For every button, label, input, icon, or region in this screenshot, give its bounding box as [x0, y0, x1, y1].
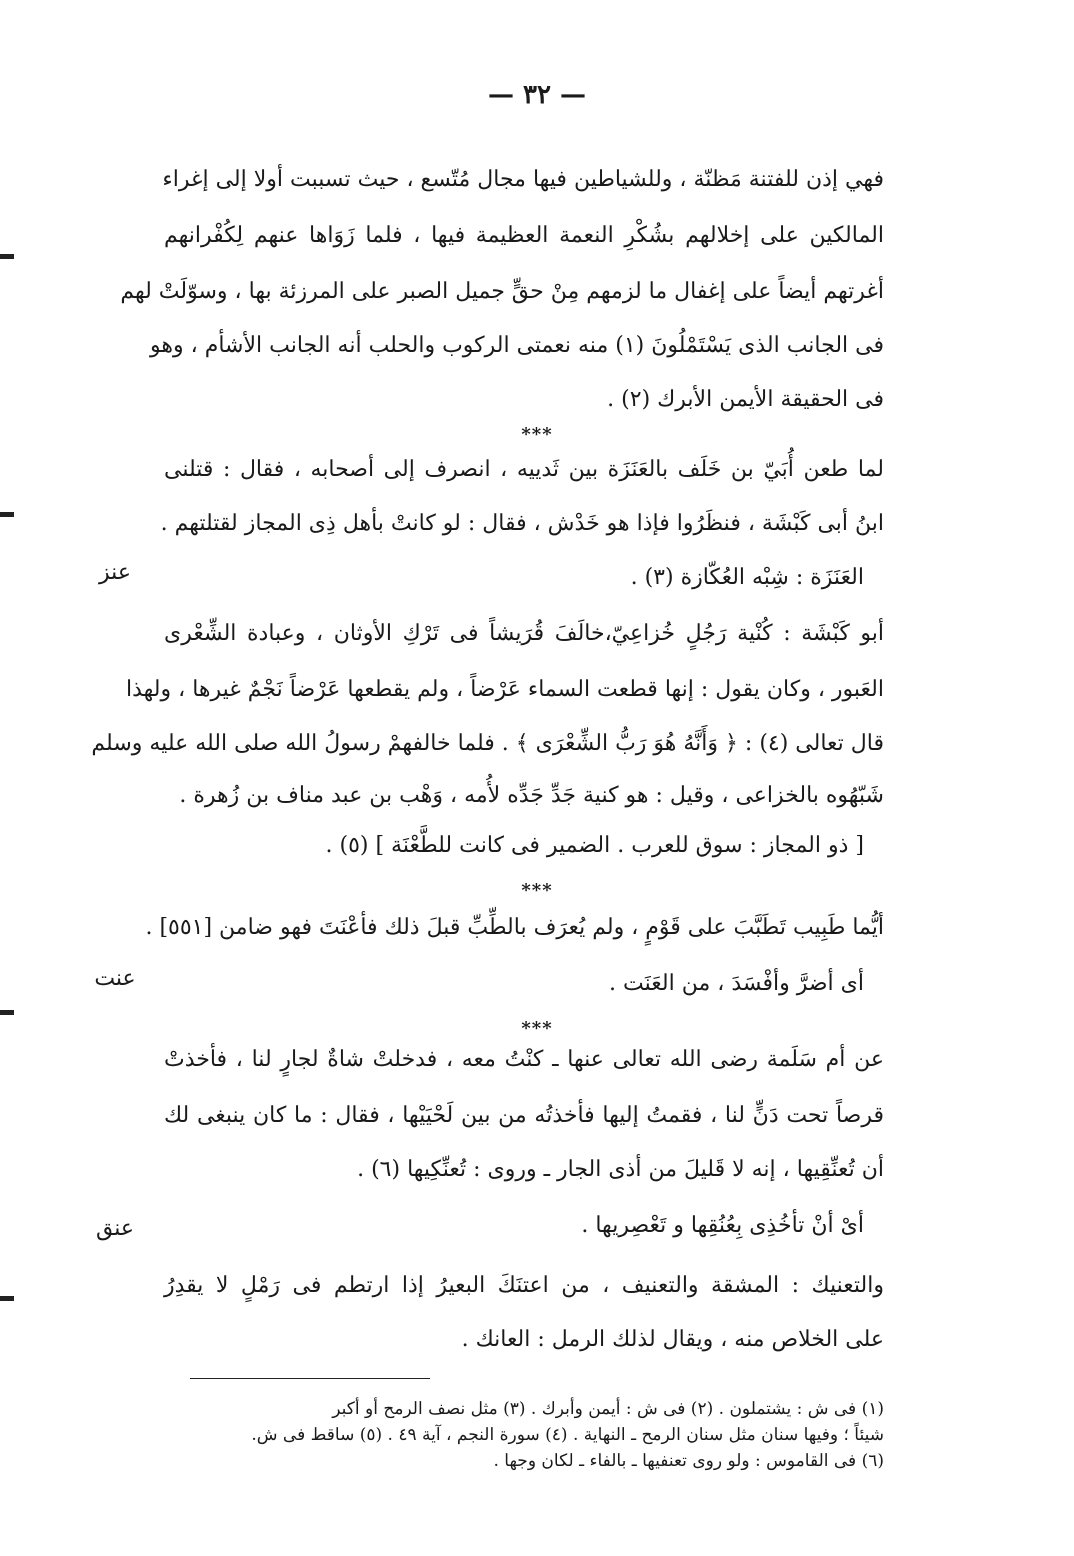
section-separator: ***: [521, 880, 553, 901]
text-line: فى الجانب الذى يَسْتَمْلُونَ (١) منه نعمتى الركوب والحلب أنه الجانب الأشأم ، وهو: [150, 333, 884, 358]
text-line: لما طعن أُبَيّ بن خَلَف بالعَنَزَة بين ثَدييه ، انصرف إلى أصحابه ، فقال : قتلنى: [164, 457, 884, 482]
footnote-line: (٦) فى القاموس : ولو روى تعنفيها ـ بالفاء ـ لكان وجها .: [493, 1451, 884, 1471]
text-line: أن تُعنِّقِيها ، إنه لا قَليلَ من أذى الجار ـ وروى : تُعنِّكِيها (٦) .: [357, 1157, 884, 1182]
text-line: عن أم سَلَمة رضى الله تعالى عنها ـ كنْتُ معه ، فدخلتْ شاةٌ لجارٍ لنا ، فأخذتْ: [164, 1047, 884, 1072]
section-separator: ***: [521, 424, 553, 445]
section-separator: ***: [521, 1018, 553, 1039]
text-line: أى أضرَّ وأفْسَدَ ، من العَنَت .: [609, 971, 864, 996]
scan-edge-mark: [0, 1010, 14, 1015]
text-line: ابنُ أبى كَبْشَة ، فنظَرُوا فإذا هو خَدْش ، فقال : لو كانتْ بأهل ذِى المجاز لقتلتهم .: [160, 511, 884, 536]
margin-keyword-anz: عنز: [99, 560, 131, 585]
scan-edge-mark: [0, 512, 14, 517]
text-line: أغرتهم أيضاً على إغفال ما لزمهم مِنْ حقٍّ جميل الصبر على المرزئة بها ، وسوّلَتْ لهم: [120, 279, 884, 304]
text-line: أبو كَبْشَة : كُنْية رَجُلٍ خُزاعِيّ،خالَفَ قُرَيشاً فى تَرْكِ الأوثان ، وعبادة الشِّعْرى: [164, 621, 884, 646]
margin-keyword-anaq: عنق: [95, 1216, 135, 1241]
text-line: أيُّما طَبِيب تَطَبَّبَ على قَوْمٍ ، ولم يُعرَف بالطِّبِّ قبلَ ذلك فأعْنَتَ فهو ضامن [٥٥١] .: [145, 915, 884, 940]
scan-edge-mark: [0, 254, 14, 259]
footnote-divider: [190, 1378, 430, 1379]
text-line: [ ذو المجاز : سوق للعرب . الضمير فى كانت للطَّعْنَة ] (٥) .: [325, 833, 864, 858]
text-line: فى الحقيقة الأيمن الأبرك (٢) .: [607, 387, 884, 412]
text-line: أىْ أنْ تأخُذِى بِعُنُقِها و تَعْصِريها .: [581, 1213, 864, 1238]
text-line: والتعنيك : المشقة والتعنيف ، من اعتنَكَ البعيرُ إذا ارتطم فى رَمْلٍ لا يقدِرُ: [164, 1273, 884, 1298]
footnote-line: (١) فى ش : يشتملون . (٢) فى ش : أيمن وأبرك . (٣) مثل نصف الرمح أو أكبر: [332, 1399, 884, 1419]
margin-keyword-anat: عنت: [94, 966, 136, 991]
footnote-line: شيئاً ؛ وفيها سنان مثل سنان الرمح ـ النهاية . (٤) سورة النجم ، آية ٤٩ . (٥) ساقط فى ش.: [251, 1425, 884, 1445]
text-line: قال تعالى (٤) : ﴿ وَأَنَّهُ هُوَ رَبُّ الشِّعْرَى ﴾ . فلما خالفهمْ رسولُ الله صلى الله عليه وسلم: [91, 731, 884, 756]
text-line: شَبّهُوه بالخزاعى ، وقيل : هو كنية جَدِّ جَدِّه لأُمه ، وَهْب بن عبد مناف بن زُهرة .: [179, 783, 884, 808]
page-number: — ٣٢ —: [487, 80, 587, 110]
text-line: المالكين على إخلالهم بشُكْرِ النعمة العظيمة فيها ، فلما زَوَاها عنهم لِكُفْرانهم: [164, 223, 884, 248]
text-line: فهي إذن للفتنة مَظنّة ، وللشياطين فيها مجال مُتّسع ، حيث تسببت أولا إلى إغراء: [162, 167, 884, 192]
scan-edge-mark: [0, 1296, 14, 1301]
text-line: قرصاً تحت دَنٍّ لنا ، فقمتُ إليها فأخذتُه من بين لَحْيَيْها ، فقال : ما كان ينبغى لك: [164, 1103, 884, 1128]
text-line: على الخلاص منه ، ويقال لذلك الرمل : العانك .: [461, 1327, 884, 1352]
text-line: العَبور ، وكان يقول : إنها قطعت السماء عَرْضاً ، ولم يقطعها عَرْضاً نَجْمٌ غيرها ، ولهذا: [126, 677, 884, 702]
text-line: العَنَزَة : شِبْه العُكّازة (٣) .: [630, 565, 864, 590]
